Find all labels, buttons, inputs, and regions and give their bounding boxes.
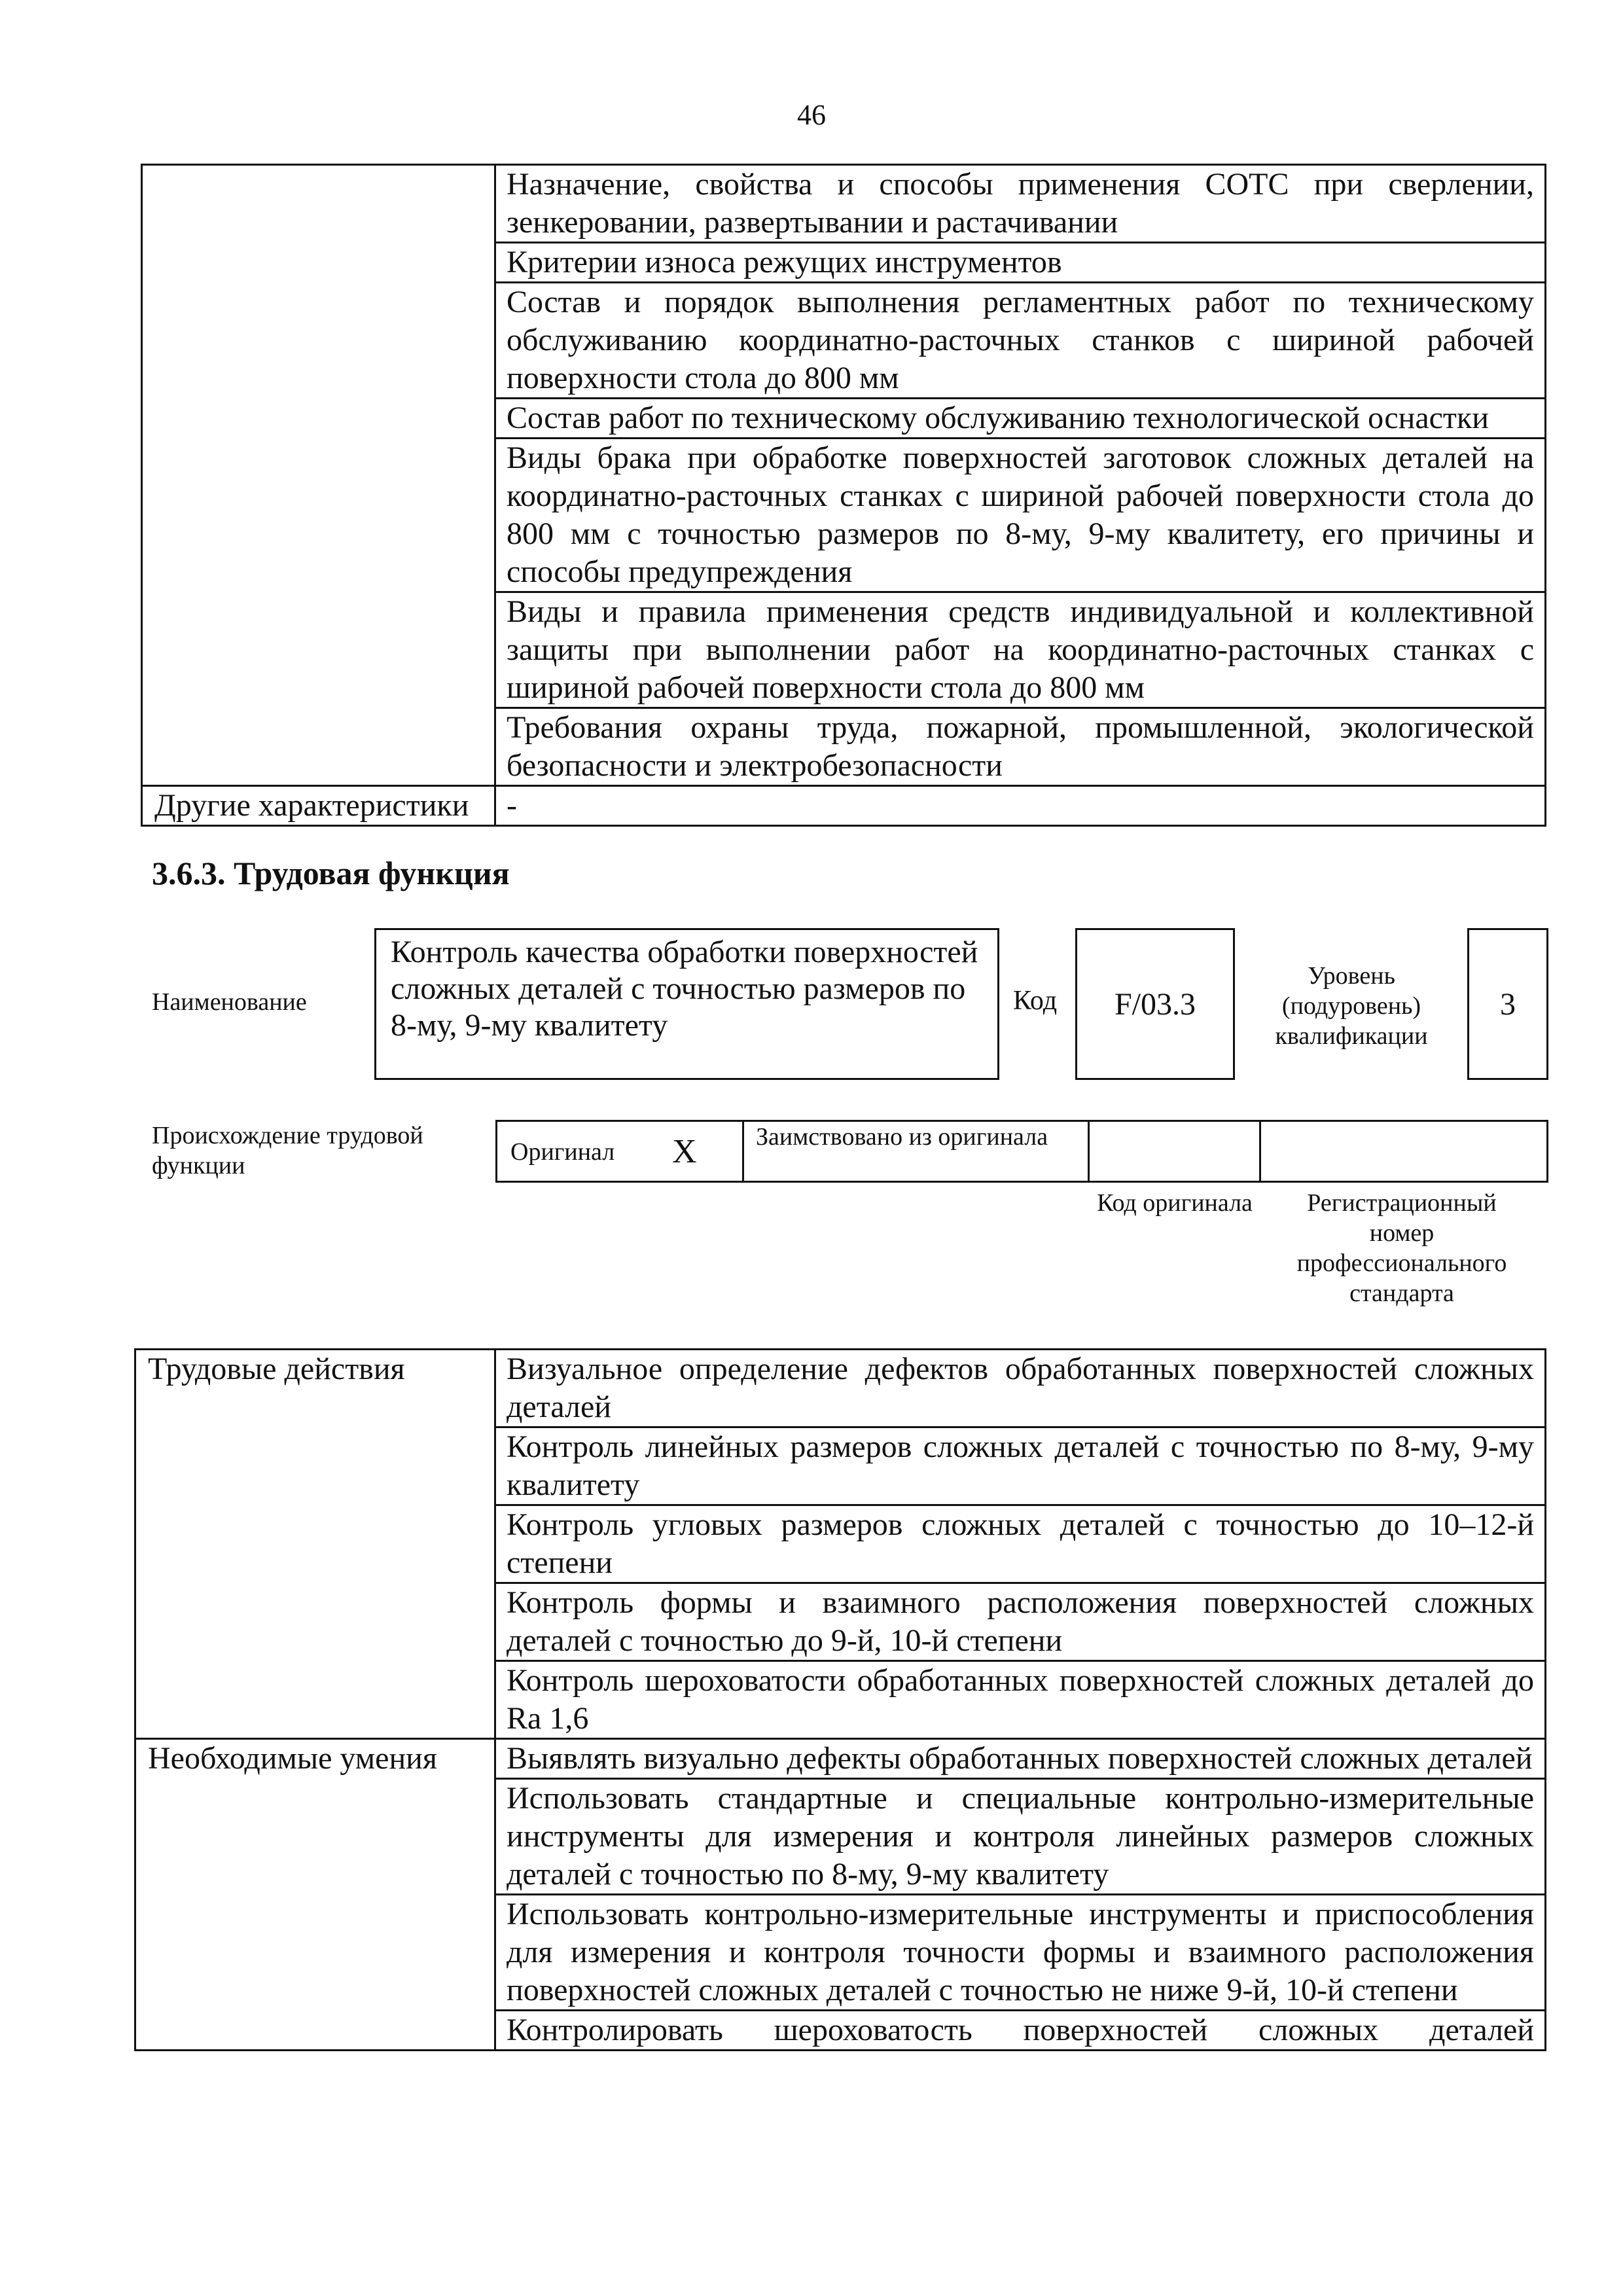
action-item: Контроль шероховатости обработанных поверхностей сложных деталей до Ra 1,6 (495, 1661, 1546, 1739)
level-value-box: 3 (1467, 928, 1548, 1080)
reg-number-label: Регистрационный номер профессионального стандарта (1296, 1189, 1507, 1307)
name-label: Наименование (152, 988, 307, 1016)
knowledge-item: Состав и порядок выполнения регламентных работ по техническому обслуживанию координатно-расточных станков с шириной рабочей поверхности стола до 800 мм (495, 283, 1546, 399)
knowledge-table (141, 164, 1546, 827)
other-characteristics-value: - (495, 786, 1546, 826)
knowledge-item: Требования охраны труда, пожарной, промышленной, экологической безопасности и электробезопасности (495, 708, 1546, 786)
skill-item: Выявлять визуально дефекты обработанных поверхностей сложных деталей (495, 1739, 1546, 1779)
knowledge-item: Состав работ по техническому обслуживанию технологической оснастки (495, 399, 1546, 439)
knowledge-item: Виды и правила применения средств индивидуальной и коллективной защиты при выполнении работ на координатно-расточных станках с шириной рабочей поверхности стола до 800 мм (495, 592, 1546, 708)
level-label: Уровень (подуровень) квалификации (1275, 962, 1428, 1050)
borrowed-cell (744, 1122, 1090, 1181)
knowledge-label-cell (142, 165, 495, 786)
skill-item: Контролировать шероховатость поверхностей сложных деталей (495, 2011, 1546, 2051)
skills-label: Необходимые умения (135, 1739, 495, 2051)
code-value-box: F/03.3 (1075, 928, 1235, 1080)
original-mark: X (672, 1133, 697, 1170)
action-item: Контроль угловых размеров сложных деталей с точностью до 10–12-й степени (495, 1505, 1546, 1583)
origin-row (495, 1120, 1548, 1183)
skill-item: Использовать стандартные и специальные контрольно-измерительные инструменты для измерения и контроля линейных размеров сложных деталей с точностью по 8-му, 9-му квалитету (495, 1779, 1546, 1895)
other-characteristics-label: Другие характеристики (142, 786, 495, 826)
action-item: Контроль линейных размеров сложных деталей с точностью по 8-му, 9-му квалитету (495, 1427, 1546, 1505)
reg-number-cell (1261, 1122, 1546, 1181)
function-name-box: Контроль качества обработки поверхностей сложных деталей с точностью размеров по 8-му, 9-му квалитету (374, 928, 999, 1080)
skill-item: Использовать контрольно-измерительные инструменты и приспособления для измерения и контроля точности формы и взаимного расположения поверхностей сложных деталей с точностью не ниже 9-й, 10-й степени (495, 1895, 1546, 2011)
knowledge-item: Назначение, свойства и способы применения СОТС при сверлении, зенкеровании, развертывании и растачивании (495, 165, 1546, 243)
code-original-label: Код оригинала (1097, 1189, 1253, 1217)
action-item: Контроль формы и взаимного расположения поверхностей сложных деталей с точностью до 9-й, 10-й степени (495, 1583, 1546, 1661)
original-label: Оригинал (510, 1138, 615, 1166)
code-label: Код (1013, 986, 1058, 1016)
page-number: 46 (797, 99, 826, 131)
origin-label: Происхождение трудовой функции (152, 1122, 423, 1179)
knowledge-item: Виды брака при обработке поверхностей заготовок сложных деталей на координатно-расточных станках с шириной рабочей поверхности стола до 800 мм с точностью размеров по 8-му, 9-му квалитету, его причины и способы предупреждения (495, 439, 1546, 592)
original-cell (497, 1122, 744, 1181)
knowledge-item: Критерии износа режущих инструментов (495, 243, 1546, 283)
code-original-cell (1090, 1122, 1261, 1181)
actions-label: Трудовые действия (135, 1350, 495, 1739)
action-item: Визуальное определение дефектов обработанных поверхностей сложных деталей (495, 1350, 1546, 1427)
actions-skills-table (134, 1348, 1546, 2051)
section-heading: 3.6.3. Трудовая функция (152, 855, 510, 891)
borrowed-label: Заимствовано из оригинала (756, 1123, 1048, 1151)
